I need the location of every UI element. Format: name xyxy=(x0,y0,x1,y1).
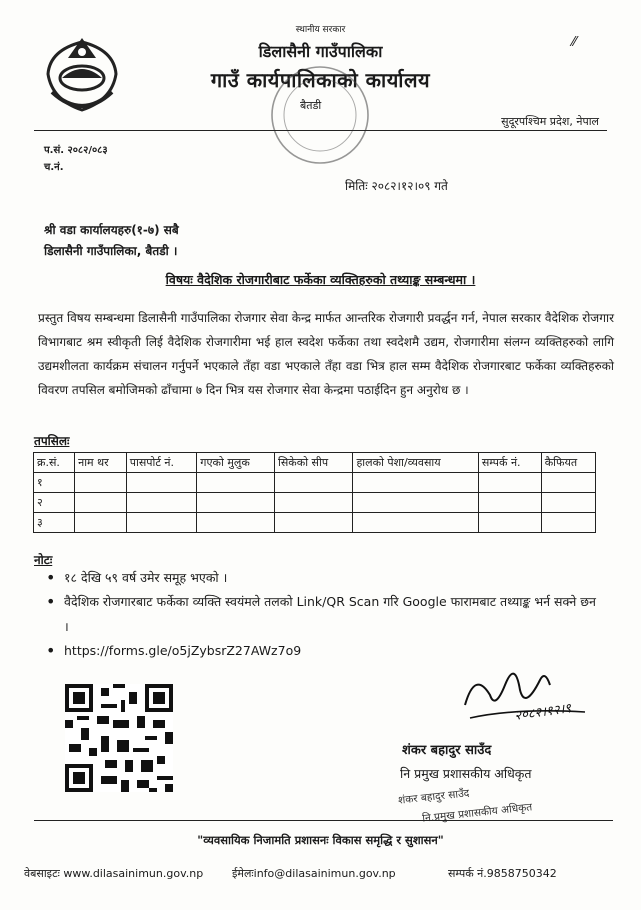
table-header-row xyxy=(34,453,596,473)
signatory-title: नि प्रमुख प्रशासकीय अधिकृत xyxy=(400,766,532,781)
row-number: ३ xyxy=(34,513,75,533)
footer-email[interactable]: ईमेलःinfo@dilasainimun.gov.np xyxy=(232,867,396,880)
column-header: क्र.सं. xyxy=(34,453,75,473)
table-label: तपसिलः xyxy=(34,434,70,448)
details-table xyxy=(33,452,596,533)
recipient-line-2: डिलासैनी गाउँपालिका, बैतडी । xyxy=(44,244,178,258)
reference-block xyxy=(44,142,108,176)
chalani-number: च.नं. xyxy=(44,162,64,173)
recipient-block xyxy=(44,220,179,262)
footer-divider xyxy=(34,820,613,821)
column-header: सम्पर्क नं. xyxy=(478,453,541,473)
letter-date: मितिः २०८२।१२।०९ गते xyxy=(345,179,448,193)
office-name: गाउँ कार्यपालिकाको कार्यालय xyxy=(210,68,431,92)
note-item: • १८ देखि ५९ वर्ष उमेर समूह भएको । xyxy=(44,566,604,589)
letter-body: प्रस्तुत विषय सम्बन्धमा डिलासैनी गाउँपालिका रोजगार सेवा केन्द्र मार्फत आन्तरिक रोजगारी प्रवर्द्धन गर्न, नेपाल सरकार वैदेशिक रोजगार विभागबाट श्रम स्वीकृती लिई वैदेशिक रोजगारीमा भई हाल स्वदेश फर्केका तथा स्वदेशमै उद्यम, रोजगारीमा संलग्न व्यक्तिहरुको लागि उद्यमशीलता कार्यक्रम संचालन गर्नुपर्ने भएकाले तँहा वडा भएकाले तँहा वडा भित्र हाल सम्म वैदेशिक रोजगारबाट फर्केका व्यक्तिहरुको विवरण तपसिल बमोजिमको ढाँचामा ७ दिन भित्र यस रोजगार सेवा केन्द्रमा पठाईदिन हुन अनुरोध छ । xyxy=(38,311,614,397)
patra-sankhya: प.सं. २०८२/०८३ xyxy=(44,145,108,156)
signatory-name: शंकर बहादुर साउँद xyxy=(402,743,492,758)
office-place: बैतडी xyxy=(300,99,322,112)
footer-motto: "व्यवसायिक निजामति प्रशासनः विकास समृद्धि र सुशासन" xyxy=(197,833,444,847)
notes-list xyxy=(44,566,604,662)
footer-phone: सम्पर्क नं.9858750342 xyxy=(448,867,557,880)
office-stamp-icon xyxy=(265,60,375,170)
column-header: हालको पेशा/व्यवसाय xyxy=(353,453,478,473)
column-header: गएको मुलुक xyxy=(197,453,275,473)
qr-code-icon[interactable] xyxy=(65,684,173,792)
note-item: • वैदेशिक रोजगारबाट फर्केका व्यक्ति स्वयंमले तलको Link/QR Scan गरि Google फारामबाट तथ्याङ्क भर्न सक्ने छन । xyxy=(44,589,604,639)
table-row xyxy=(34,493,596,513)
signature-date: २०८२।१२।९ xyxy=(513,701,573,724)
municipality-name: डिलासैनी गाउँपालिका xyxy=(258,42,383,61)
local-government-label: स्थानीय सरकार xyxy=(295,25,346,35)
signatory-stamp-name: शंकर बहादुर साउँद xyxy=(397,787,470,807)
footer-website[interactable]: वेबसाइटः www.dilasainimun.gov.np xyxy=(24,867,204,880)
table-row xyxy=(34,513,596,533)
column-header: सिकेको सीप xyxy=(275,453,353,473)
row-number: १ xyxy=(34,473,75,493)
notes-label: नोटः xyxy=(34,553,53,567)
header-divider xyxy=(34,130,607,131)
corner-mark: ⁄⁄ xyxy=(572,35,577,50)
column-header: नाम थर xyxy=(75,453,127,473)
table-row xyxy=(34,473,596,493)
letter-subject: विषयः वैदेशिक रोजगारीबाट फर्केका व्यक्तिहरुको तथ्याङ्क सम्बन्धमा । xyxy=(165,272,476,287)
row-number: २ xyxy=(34,493,75,513)
province-label: सुदूरपश्चिम प्रदेश, नेपाल xyxy=(501,115,599,128)
note-link[interactable]: • https://forms.gle/o5jZybsrZ27AWz7o9 xyxy=(44,639,604,662)
recipient-line-1: श्री वडा कार्यालयहरु(१-७) सबै xyxy=(44,223,179,237)
column-header: पासपोर्ट नं. xyxy=(126,453,197,473)
signatory-stamp-title: नि.प्रमुख प्रशासकीय अधिकृत xyxy=(421,801,533,825)
signature-icon xyxy=(455,650,595,730)
column-header: कैफियत xyxy=(541,453,595,473)
